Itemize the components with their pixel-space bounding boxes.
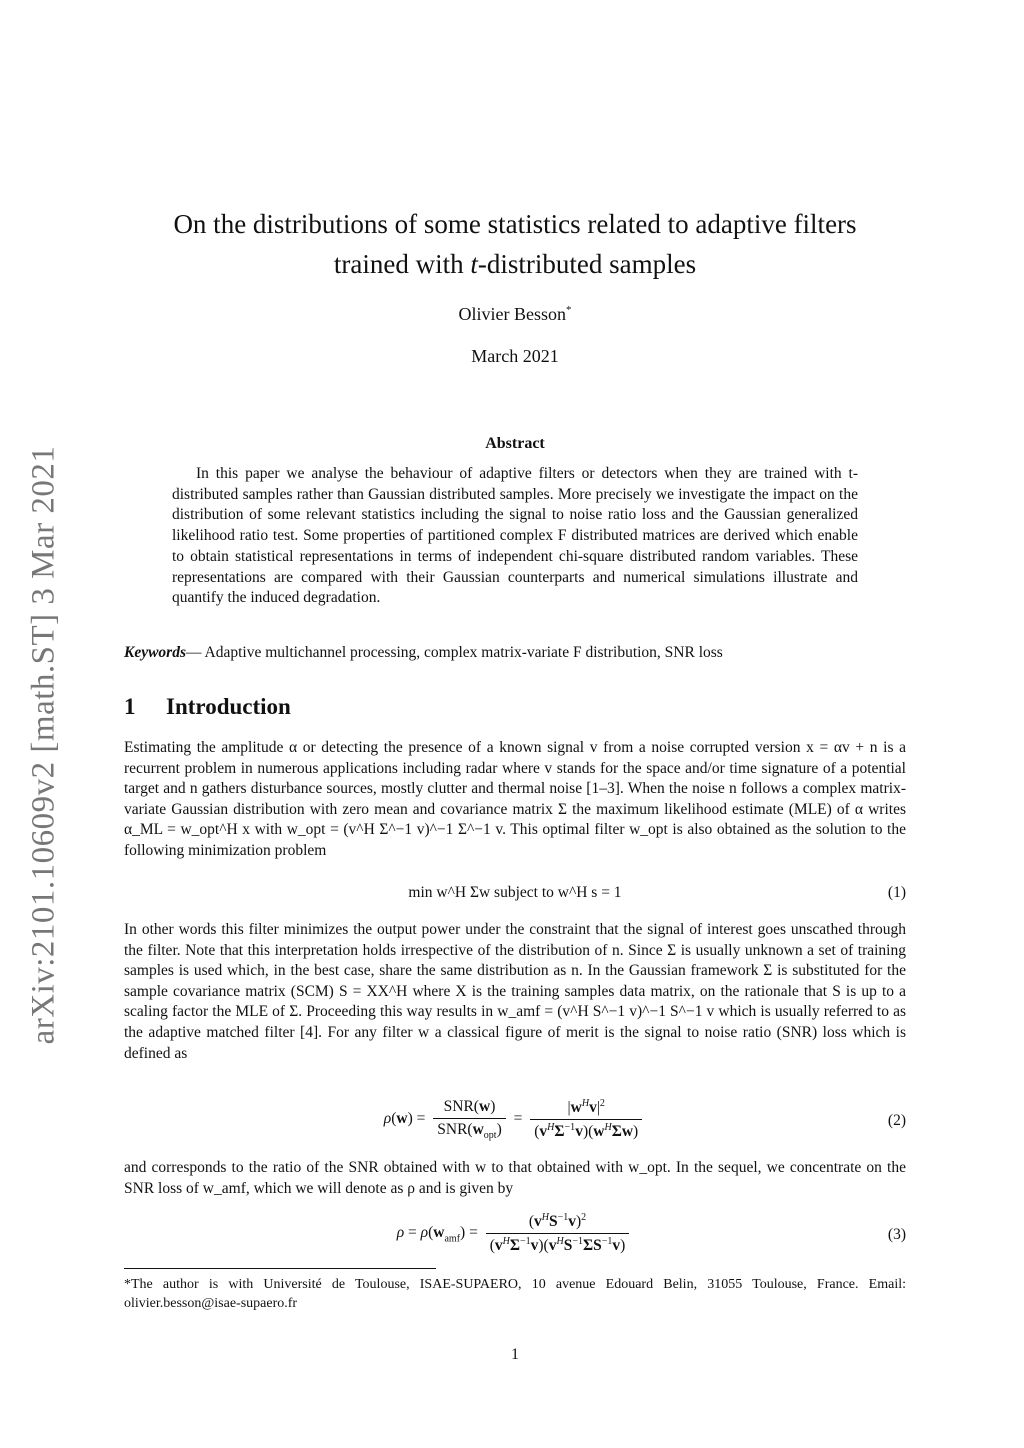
equation-2-number: (2) — [887, 1112, 906, 1129]
equation-2-body: ρ(w) = $\frac{\text{SNR(w)}}{SNR(w_{opt})}$ = $\frac{|w^Hv|^2}{(v^H\Sigma^{-1}v)(w^H\Sigma w)}$ — [124, 1098, 906, 1141]
equation-1-body: min w^H Σw subject to w^H s = 1 — [408, 884, 622, 901]
equation-1-number: (1) — [887, 884, 906, 901]
page-number: 1 — [511, 1346, 519, 1363]
paper-title — [124, 204, 906, 284]
equation-3-frac: $\frac{(v^HS^{-1}v)^2}{(v^H\Sigma^{-1}v)(v^HS^{-1}\Sigma S^{-1}v)}$ — [486, 1212, 630, 1255]
equation-2-frac-2: $\frac{|w^Hv|^2}{(v^H\Sigma^{-1}v)(w^H\Sigma w)}$ — [530, 1098, 642, 1141]
keywords-text: — Adaptive multichannel processing, complex matrix-variate F distribution, SNR loss — [186, 644, 723, 661]
date: March 2021 — [471, 346, 559, 366]
section-number: 1 — [124, 694, 136, 719]
keywords — [124, 644, 906, 662]
abstract-body: In this paper we analyse the behaviour of adaptive filters or detectors when they are trained with t-distributed samples rather than Gaussian distributed samples. More precisely we investigate the impact on the distribution of some relevant statistics including the signal to noise ratio loss and the Gaussian generalized likelihood ratio test. Some properties of partitioned complex F distributed matrices are derived which enable to obtain statistical representations in terms of independent chi-square distributed random variables. These representations are compared with their Gaussian counterparts and numerical simulations illustrate and quantify the induced degradation. — [172, 465, 858, 607]
footnote: *The author is with Université de Toulouse, ISAE-SUPAERO, 10 avenue Edouard Belin, 31055 Toulouse, France. Email: olivier.besson@isae-supaero.fr — [124, 1277, 906, 1311]
section-heading — [124, 694, 291, 720]
footnote-rule — [124, 1268, 436, 1269]
title-t: t — [470, 249, 478, 279]
author — [124, 304, 906, 325]
keywords-label: Keywords — [124, 644, 186, 661]
title-line-2a: trained with — [333, 249, 471, 279]
paragraph-2: In other words this filter minimizes the output power under the constraint that the signal of interest goes unscathed through the filter. Note that this interpretation holds irrespective of the distribution of n. Since Σ is usually unknown a set of training samples is used which, in the best case, share the same distribution as n. In the Gaussian framework Σ is substituted for the sample covariance matrix (SCM) S = XX^H where X is the training samples data matrix, on the rationale that S is up to a scaling factor the MLE of Σ. Proceeding this way results in w_amf = (v^H S^−1 v)^−1 S^−1 v which is usually referred to as the adaptive matched filter [4]. For any filter w a classical figure of merit is the signal to noise ratio (SNR) loss which is defined as — [124, 921, 906, 1062]
author-footnote-mark: * — [566, 304, 572, 316]
author-name: Olivier Besson — [458, 304, 566, 324]
arxiv-side-label: arXiv:2101.10609v2 [math.ST] 3 Mar 2021 — [25, 445, 62, 1045]
title-line-1: On the distributions of some statistics related to adaptive filters — [173, 209, 857, 239]
abstract-heading: Abstract — [485, 435, 545, 452]
paragraph-3: and corresponds to the ratio of the SNR obtained with w to that obtained with w_opt. In the sequel, we concentrate on the SNR loss of w_amf, which we will denote as ρ and is given by — [124, 1159, 906, 1197]
equation-3-body: $\rho = \rho(w_{amf})$ = $\frac{(v^HS^{-1}v)^2}{(v^H\Sigma^{-1}v)(v^HS^{-1}\Sigma S^{-1}v)}$ — [124, 1212, 906, 1255]
title-line-2b: -distributed samples — [477, 249, 697, 279]
equation-2-frac-1: $\frac{\text{SNR(w)}}{SNR(w_{opt})}$ — [433, 1098, 505, 1141]
paragraph-1: Estimating the amplitude α or detecting the presence of a known signal v from a noise corrupted version x = αv + n is a recurrent problem in numerous applications including radar where v stands for the space and/or time signature of a potential target and n gathers disturbance sources, mostly clutter and thermal noise [1–3]. When the noise n follows a complex matrix-variate Gaussian distribution with zero mean and covariance matrix Σ the maximum likelihood estimate (MLE) of α writes α_ML = w_opt^H x with w_opt = (v^H Σ^−1 v)^−1 Σ^−1 v. This optimal filter w_opt is also obtained as the solution to the following minimization problem — [124, 739, 906, 859]
equation-3-number: (3) — [887, 1226, 906, 1243]
section-title: Introduction — [166, 694, 291, 719]
